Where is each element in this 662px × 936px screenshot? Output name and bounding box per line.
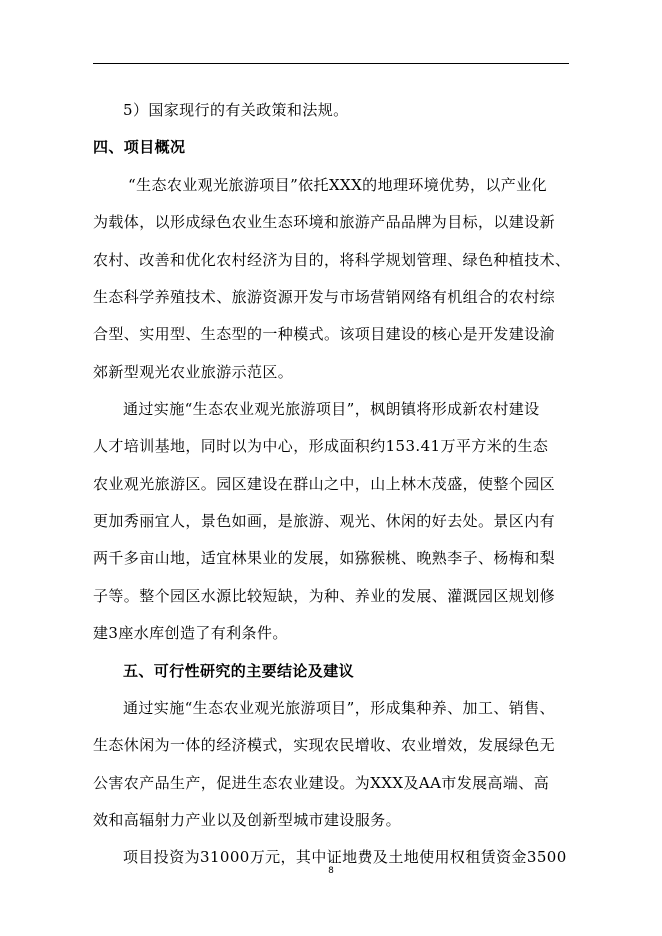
header-rule: [93, 63, 569, 64]
section-heading-project-overview: 四、项目概况: [93, 138, 186, 156]
paragraph-line: 为载体，以形成绿色农业生态环境和旅游产品品牌为目标，以建设新: [93, 213, 556, 231]
paragraph-line: 两千多亩山地，适宜林果业的发展，如猕猴桃、晚熟李子、杨梅和梨: [93, 549, 556, 567]
list-item-regulations: 5）国家现行的有关政策和法规。: [123, 101, 349, 119]
paragraph-line: 合型、实用型、生态型的一种模式。该项目建设的核心是开发建设渝: [93, 325, 556, 343]
paragraph-line: 公害农产品生产，促进生态农业建设。为XXX及AA市发展高端、高: [93, 774, 550, 792]
paragraph-line: 农业观光旅游区。园区建设在群山之中，山上林木茂盛，使整个园区: [93, 475, 556, 493]
paragraph-line: 效和高辐射力产业以及创新型城市建设服务。: [93, 811, 402, 829]
section-heading-feasibility-conclusions: 五、可行性研究的主要结论及建议: [123, 662, 355, 680]
paragraph-line: 生态休闲为一体的经济模式，实现农民增收、农业增效，发展绿色无: [93, 736, 556, 754]
paragraph-line: 农村、改善和优化农村经济为目的，将科学规划管理、绿色种植技术、: [93, 251, 571, 269]
paragraph-line: 郊新型观光农业旅游示范区。: [93, 363, 294, 381]
paragraph-line: 生态科学养殖技术、旅游资源开发与市场营销网络有机组合的农村综: [93, 288, 556, 306]
paragraph-line: 子等。整个园区水源比较短缺，为种、养业的发展、灌溉园区规划修: [93, 587, 556, 605]
paragraph-line: 通过实施“生态农业观光旅游项目”，枫朗镇将形成新农村建设: [123, 400, 540, 418]
paragraph-line: 更加秀丽宜人，景色如画，是旅游、观光、休闲的好去处。景区内有: [93, 512, 556, 530]
paragraph-line: 人才培训基地，同时以为中心，形成面积约153.41万平方米的生态: [93, 437, 549, 455]
paragraph-line: “生态农业观光旅游项目”依托XXX的地理环境优势，以产业化: [128, 176, 547, 194]
page-number: 8: [328, 866, 334, 876]
paragraph-line: 项目投资为31000万元，其中证地费及土地使用权租赁资金3500: [123, 848, 567, 866]
paragraph-line: 通过实施“生态农业观光旅游项目”，形成集种养、加工、销售、: [123, 699, 555, 717]
paragraph-line: 建3座水库创造了有利条件。: [93, 624, 288, 642]
